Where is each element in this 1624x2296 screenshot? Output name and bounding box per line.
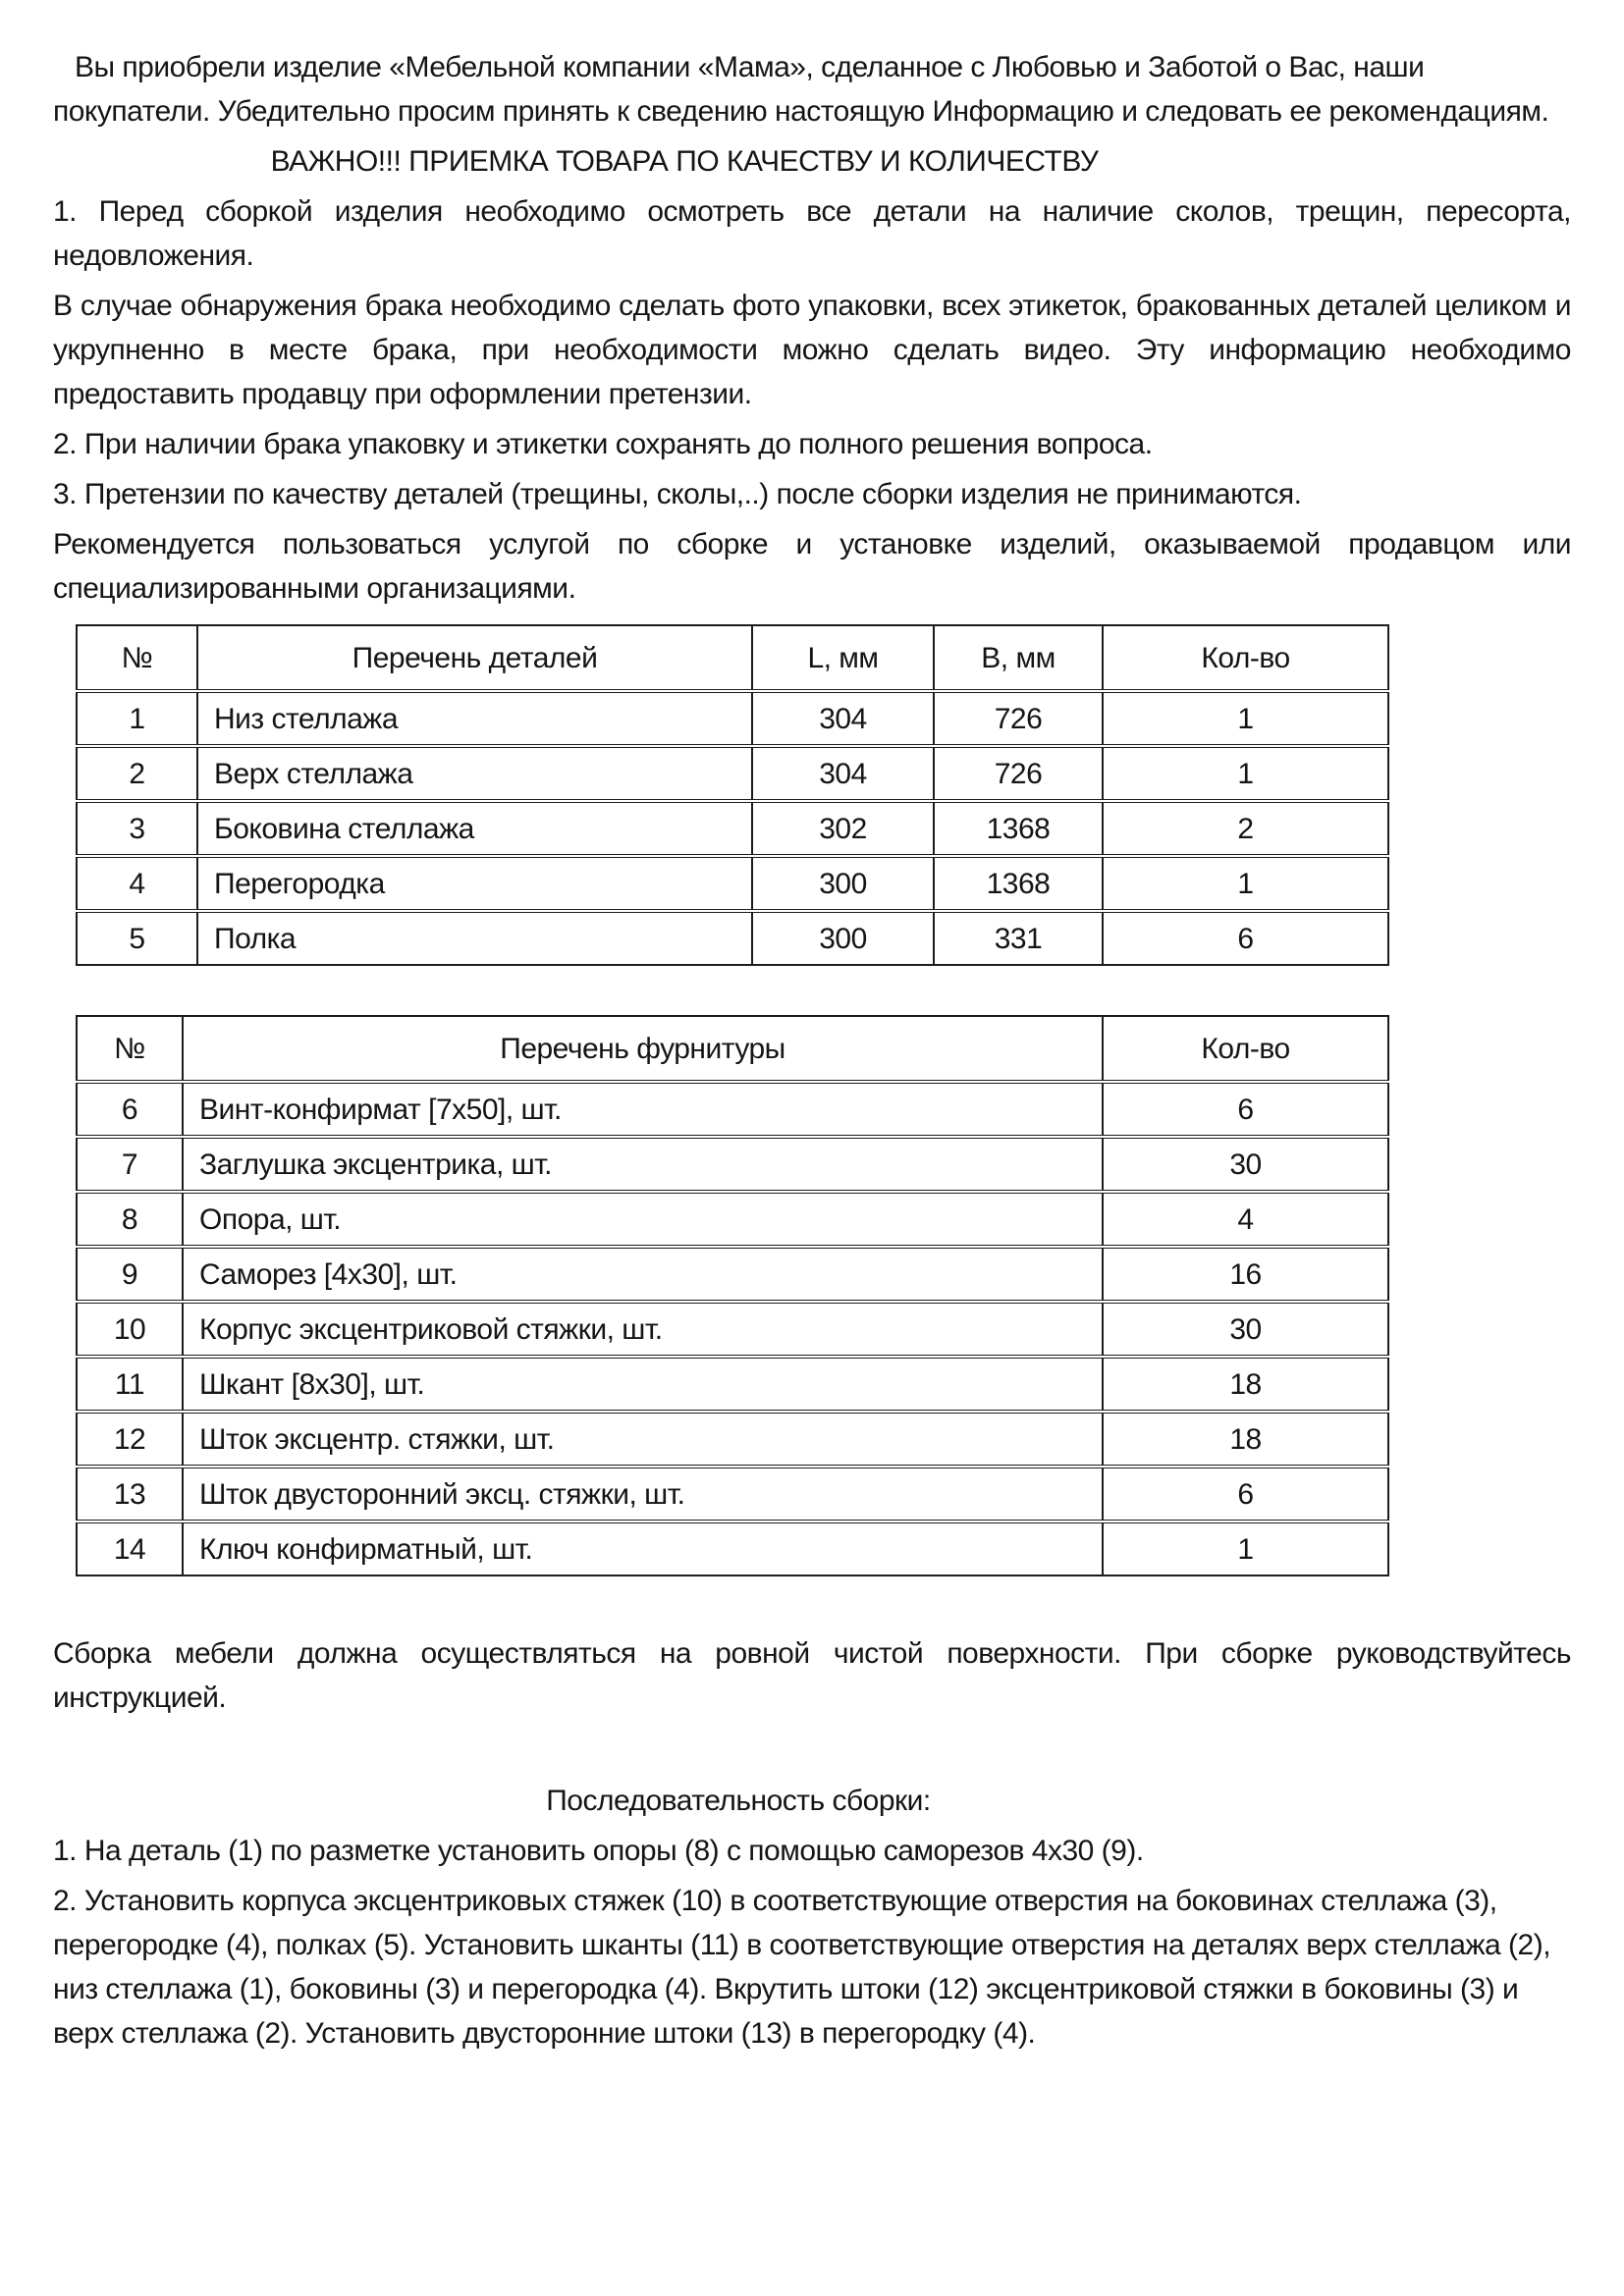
cell-name: Саморез [4х30], шт. [183,1247,1103,1302]
cell-qty: 30 [1103,1302,1388,1357]
parts-header-qty: Кол-во [1103,625,1388,691]
cell-qty: 1 [1103,691,1388,746]
cell-name: Корпус эксцентриковой стяжки, шт. [183,1302,1103,1357]
quality-item-defect-note: В случае обнаружения брака необходимо сделать фото упаковки, всех этикеток, бракованных деталей целиком и укрупненно в месте брака, при необходимости можно сделать видео. Эту информацию необходимо предоставить продавцу при оформлении претензии. [53,290,1571,410]
cell-name: Ключ конфирматный, шт. [183,1522,1103,1575]
parts-header-length: L, мм [752,625,934,691]
intro-paragraph: Вы приобрели изделие «Мебельной компании «Мама», сделанное с Любовью и Заботой о Вас, наши покупатели. Убедительно просим принять к сведению настоящую Информацию и следовать ее рекомендациям. [53,51,1549,128]
parts-header-width: В, мм [934,625,1103,691]
cell-num: 13 [77,1467,183,1522]
parts-header-name: Перечень деталей [197,625,752,691]
table-row [77,691,1388,746]
parts-table-header-row [77,625,1388,691]
table-row [77,1082,1388,1137]
assembly-step-2: 2. Установить корпуса эксцентриковых стяжек (10) в соответствующие отверстия на боковинах стеллажа (3), перегородке (4), полках (5). Установить шканты (11) в соответствующие отверстия на деталях верх стеллажа (2), низ стеллажа (1), боковины (3) и перегородка (4). Вкрутить штоки (12) эксцентриковой стяжки в боковины (3) и верх стеллажа (2). Установить двусторонние штоки (13) в перегородку (4). [53,1885,1551,2050]
cell-qty: 16 [1103,1247,1388,1302]
cell-qty: 2 [1103,801,1388,856]
table-row [77,1247,1388,1302]
table-row [77,1192,1388,1247]
table-row [77,856,1388,911]
cell-width: 1368 [934,856,1103,911]
table-row [77,1412,1388,1467]
cell-num: 6 [77,1082,183,1137]
cell-name: Низ стеллажа [197,691,752,746]
cell-num: 1 [77,691,197,746]
cell-name: Боковина стеллажа [197,801,752,856]
cell-qty: 18 [1103,1412,1388,1467]
cell-width: 331 [934,911,1103,965]
cell-num: 11 [77,1357,183,1412]
cell-width: 1368 [934,801,1103,856]
cell-name: Опора, шт. [183,1192,1103,1247]
cell-num: 10 [77,1302,183,1357]
cell-num: 9 [77,1247,183,1302]
cell-name: Перегородка [197,856,752,911]
cell-qty: 1 [1103,856,1388,911]
cell-num: 14 [77,1522,183,1575]
cell-num: 5 [77,911,197,965]
cell-length: 300 [752,856,934,911]
cell-length: 304 [752,691,934,746]
cell-name: Верх стеллажа [197,746,752,801]
cell-num: 8 [77,1192,183,1247]
cell-length: 304 [752,746,934,801]
cell-width: 726 [934,691,1103,746]
quality-item-3: 3. Претензии по качеству деталей (трещины, сколы,..) после сборки изделия не принимаются. [53,478,1302,510]
cell-num: 4 [77,856,197,911]
cell-num: 12 [77,1412,183,1467]
assembly-service-recommendation: Рекомендуется пользоваться услугой по сборке и установке изделий, оказываемой продавцом или специализированными организациями. [53,528,1571,605]
assembly-step-1: 1. На деталь (1) по разметке установить опоры (8) с помощью саморезов 4х30 (9). [53,1835,1144,1867]
cell-qty: 1 [1103,746,1388,801]
table-row [77,746,1388,801]
hardware-table-header-row [77,1016,1388,1082]
parts-table [76,624,1389,966]
quality-item-2: 2. При наличии брака упаковку и этикетки сохранять до полного решения вопроса. [53,428,1153,460]
cell-num: 3 [77,801,197,856]
cell-qty: 6 [1103,911,1388,965]
hardware-header-num: № [77,1016,183,1082]
cell-length: 302 [752,801,934,856]
hardware-header-name: Перечень фурнитуры [183,1016,1103,1082]
hardware-table [76,1015,1389,1576]
cell-qty: 6 [1103,1082,1388,1137]
cell-width: 726 [934,746,1103,801]
cell-qty: 1 [1103,1522,1388,1575]
cell-qty: 4 [1103,1192,1388,1247]
table-row [77,1137,1388,1192]
cell-name: Шкант [8х30], шт. [183,1357,1103,1412]
cell-qty: 30 [1103,1137,1388,1192]
cell-name: Заглушка эксцентрика, шт. [183,1137,1103,1192]
cell-num: 2 [77,746,197,801]
cell-qty: 18 [1103,1357,1388,1412]
table-row [77,1302,1388,1357]
cell-name: Шток эксцентр. стяжки, шт. [183,1412,1103,1467]
cell-name: Полка [197,911,752,965]
table-row [77,911,1388,965]
cell-name: Шток двусторонний эксц. стяжки, шт. [183,1467,1103,1522]
table-row [77,1522,1388,1575]
hardware-header-qty: Кол-во [1103,1016,1388,1082]
parts-header-num: № [77,625,197,691]
cell-qty: 6 [1103,1467,1388,1522]
assembly-sequence-heading: Последовательность сборки: [546,1785,931,1817]
table-row [77,1467,1388,1522]
assembly-surface-note: Сборка мебели должна осуществляться на ровной чистой поверхности. При сборке руководствуйтесь инструкцией. [53,1637,1571,1714]
cell-name: Винт-конфирмат [7х50], шт. [183,1082,1103,1137]
cell-num: 7 [77,1137,183,1192]
important-heading: ВАЖНО!!! ПРИЕМКА ТОВАРА ПО КАЧЕСТВУ И КОЛИЧЕСТВУ [270,145,1099,178]
table-row [77,801,1388,856]
quality-item-1: 1. Перед сборкой изделия необходимо осмотреть все детали на наличие сколов, трещин, пересорта, недовложения. [53,195,1571,272]
cell-length: 300 [752,911,934,965]
table-row [77,1357,1388,1412]
